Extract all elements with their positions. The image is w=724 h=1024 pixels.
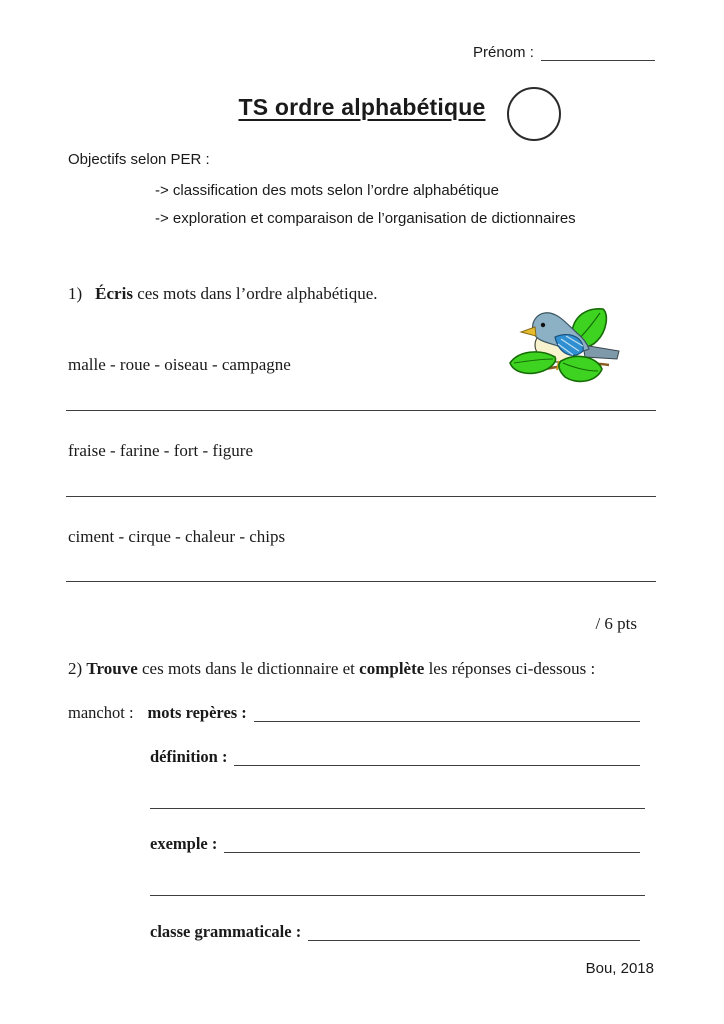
continuation-line [150, 895, 645, 896]
answer-line [66, 496, 656, 497]
prenom-blank-line [541, 41, 655, 61]
bird-illustration-svg [505, 299, 625, 387]
objective-item: -> exploration et comparaison de l’organisation de dictionnaires [155, 210, 576, 227]
bird-on-leaves-image [505, 299, 625, 387]
field-row-definition [150, 744, 640, 766]
answer-line [66, 581, 656, 582]
objectives-heading: Objectifs selon PER : [68, 151, 210, 168]
field-blank-line [234, 744, 640, 766]
objective-item: -> classification des mots selon l’ordre alphabétique [155, 182, 499, 199]
continuation-line [150, 808, 645, 809]
author-credit: Bou, 2018 [585, 960, 654, 977]
exercise1-number: 1) [68, 284, 83, 303]
field-blank-line [308, 919, 640, 941]
field-row-classe-grammaticale [150, 919, 640, 941]
field-row-exemple [150, 831, 640, 853]
entry-word: manchot : [68, 703, 134, 722]
field-label-exemple: exemple : [150, 834, 218, 853]
field-blank-line [254, 700, 640, 722]
exercise2-rest: les réponses ci-dessous : [424, 659, 596, 678]
field-label-definition: définition : [150, 747, 228, 766]
prenom-label: Prénom : [473, 44, 534, 61]
points-badge: / 6 pts [595, 614, 637, 633]
answer-line [66, 410, 656, 411]
prenom-row [473, 41, 655, 61]
word-list: malle - roue - oiseau - campagne [68, 355, 291, 374]
word-list: fraise - farine - fort - figure [68, 441, 254, 460]
exercise1-verb: Écris [95, 284, 133, 303]
exercise2-mid: ces mots dans le dictionnaire et [137, 659, 360, 678]
exercise2-verb1: Trouve [86, 659, 138, 678]
exercise2-number: 2) [68, 659, 87, 678]
word-list: ciment - cirque - chaleur - chips [68, 527, 286, 546]
exercise2-instruction [68, 659, 595, 679]
exercise1-instruction-rest: ces mots dans l’ordre alphabétique. [132, 284, 378, 303]
field-label-classe: classe grammaticale : [150, 922, 302, 941]
page-title: TS ordre alphabétique [238, 94, 486, 120]
grade-circle [507, 87, 561, 141]
exercise1-instruction [68, 284, 378, 304]
exercise2-verb2: complète [359, 659, 425, 678]
field-label-mots-reperes: mots repères : [147, 703, 247, 722]
field-row-mots-reperes [68, 700, 640, 722]
field-blank-line [224, 831, 640, 853]
